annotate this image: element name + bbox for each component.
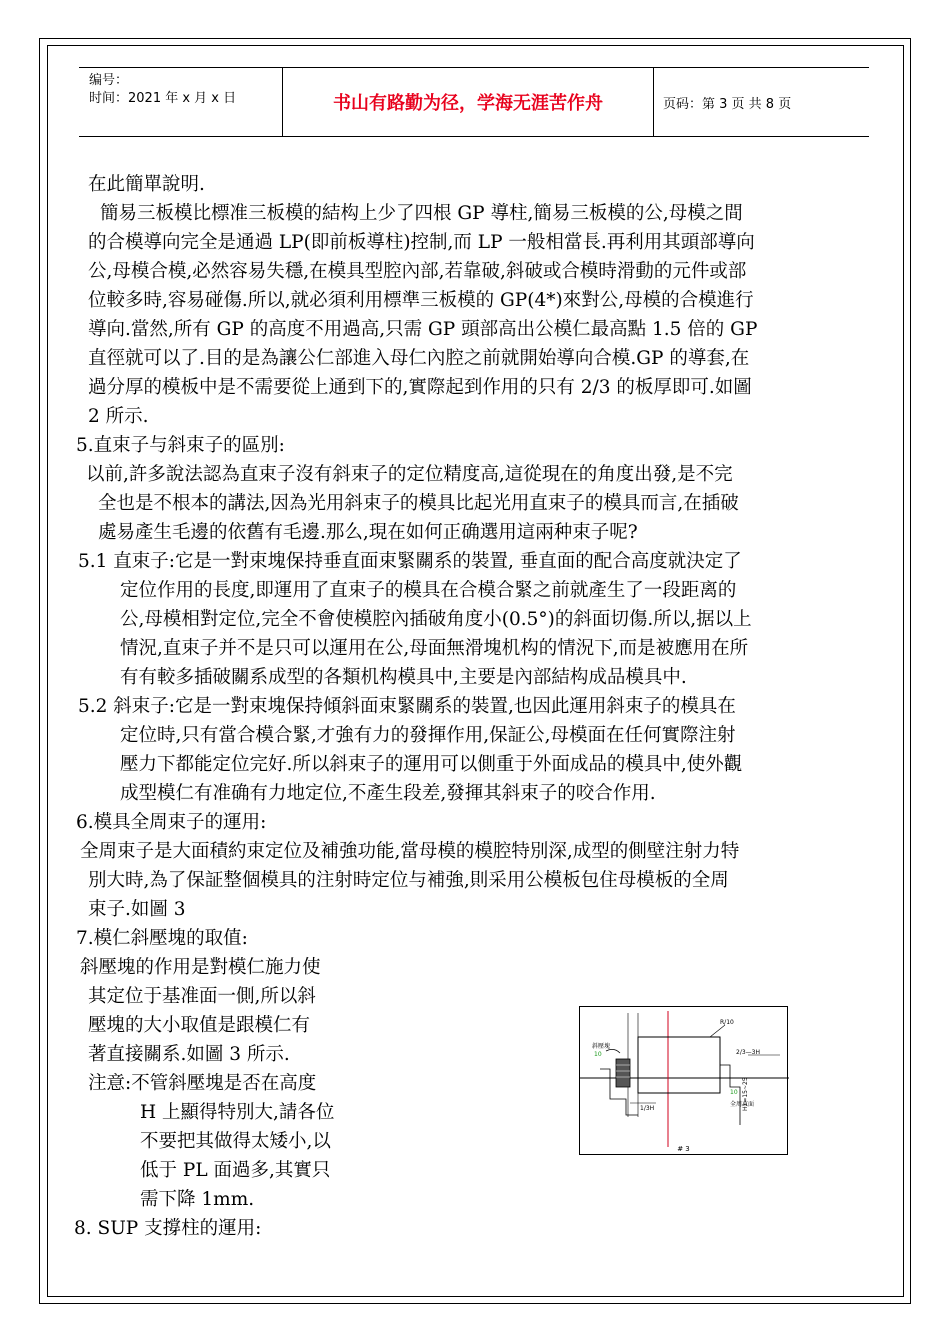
- label-side-face: 全周束面: [730, 1101, 755, 1108]
- header-meta-cell: [79, 68, 283, 136]
- label-10-left: 10: [594, 1051, 602, 1058]
- body-line: 直徑就可以了.目的是為讓公仁部進入母仁內腔之前就開始導向合模.GP 的導套,在: [88, 348, 750, 369]
- body-line: 簡易三板模比標准三板模的結构上少了四根 GP 導柱,簡易三板模的公,母模之間: [100, 203, 743, 224]
- body-line: 公,母模合模,必然容易失穩,在模具型腔內部,若靠破,斜破或合模時滑動的元件或部: [88, 261, 747, 282]
- body-line: 以前,許多說法認為直束子沒有斜束子的定位精度高,這從現在的角度出發,是不完: [86, 464, 733, 485]
- section-heading: 7.模仁斜壓塊的取值:: [76, 928, 248, 949]
- label-top: R/10: [720, 1019, 734, 1026]
- body-line: 別大時,為了保証整個模具的注射時定位与補強,則采用公模板包住母模板的全周: [88, 870, 729, 891]
- body-line: 著直接關系.如圖 3 所示.: [88, 1044, 290, 1065]
- label-height: H1=15~25: [742, 1077, 749, 1111]
- body-line: 處易產生毛邊的依舊有毛邊.那么,現在如何正确選用這兩种束子呢?: [98, 522, 638, 543]
- body-line: 壓塊的大小取值是跟模仁有: [88, 1015, 311, 1036]
- body-line: 公,母模相對定位,完全不會使模腔內插破角度小(0.5°)的斜面切傷.所以,据以上: [120, 609, 752, 630]
- body-line: 有有較多插破關系成型的各類机构模具中,主要是內部結构成品模具中.: [120, 667, 687, 688]
- body-line: 5.1 直束子:它是一對束塊保持垂直面束緊關系的裝置, 垂直面的配合高度就決定了: [78, 551, 742, 572]
- body-line: 的合模導向完全是通過 LP(即前板導柱)控制,而 LP 一般相當長.再利用其頭部導向: [88, 232, 755, 253]
- body-line: 全也是不根本的講法,因為光用斜束子的模具比起光用直束子的模具而言,在插破: [98, 493, 739, 514]
- section-heading: 6.模具全周束子的運用:: [76, 812, 267, 833]
- document-header: [79, 67, 869, 137]
- body-line: 定位作用的長度,即運用了直束子的模具在合模合緊之前就產生了一段距离的: [120, 580, 737, 601]
- page-info-cell: [653, 68, 869, 136]
- body-line: 導向.當然,所有 GP 的高度不用過高,只需 GP 頭部高出公模仁最高點 1.5 倍的 GP: [88, 319, 758, 340]
- label-two-thirds: 2/3—3H: [736, 1049, 760, 1056]
- number-label: 编号：: [89, 73, 129, 88]
- section-heading: 8. SUP 支撐柱的運用:: [74, 1218, 262, 1239]
- body-line: 不要把其做得太矮小,以: [140, 1131, 331, 1152]
- body-line: 斜壓塊的作用是對模仁施力使: [80, 957, 321, 978]
- body-line: 束子.如圖 3: [88, 899, 186, 920]
- mold-drawing: [580, 1007, 789, 1156]
- body-line: 成型模仁有准确有力地定位,不產生段差,發揮其斜束子的咬合作用.: [120, 783, 656, 804]
- body-line: 低于 PL 面過多,其實只: [140, 1160, 331, 1181]
- motto-text: 书山有路勤为径，学海无涯苦作舟: [333, 93, 603, 114]
- body-line: 注意:不管斜壓塊是否在高度: [88, 1073, 317, 1094]
- label-block: 斜壓塊: [592, 1043, 611, 1050]
- time-label: 时间：2021 年 x 月 x 日: [89, 91, 237, 106]
- body-line: 情況,直束子并不是只可以運用在公,母面無滑塊机构的情況下,而是被應用在所: [120, 638, 749, 659]
- body-line: 2 所示.: [88, 406, 149, 427]
- body-line: 需下降 1mm.: [140, 1189, 255, 1210]
- body-line: 壓力下都能定位完好.所以斜束子的運用可以側重于外面成品的模具中,使外觀: [120, 754, 743, 775]
- body-line: 定位時,只有當合模合緊,才強有力的發揮作用,保証公,母模面在任何實際注射: [120, 725, 736, 746]
- body-line: H 上顯得特別大,請各位: [140, 1102, 335, 1123]
- label-one-third: 1/3H: [640, 1105, 655, 1112]
- figure-3-diagram: [579, 1006, 788, 1155]
- label-10-right: 10: [730, 1089, 738, 1096]
- body-line: 位較多時,容易碰傷.所以,就必須利用標準三板模的 GP(4*)來對公,母模的合模進行: [88, 290, 754, 311]
- body-line: 全周束子是大面積約束定位及補強功能,當母模的模腔特別深,成型的側壁注射力特: [80, 841, 740, 862]
- section-heading: 5.直束子与斜束子的區別:: [76, 435, 285, 456]
- body-line: 過分厚的模板中是不需要從上通到下的,實際起到作用的只有 2/3 的板厚即可.如圖: [88, 377, 752, 398]
- figure-caption: # 3: [677, 1145, 690, 1153]
- body-line: 5.2 斜束子:它是一對束塊保持傾斜面束緊關系的裝置,也因此運用斜束子的模具在: [78, 696, 736, 717]
- motto-cell: [283, 68, 654, 136]
- page-info-text: 页码：第 3 页 共 8 页: [663, 96, 792, 112]
- body-line: 其定位于基准面一側,所以斜: [88, 986, 316, 1007]
- body-line: 在此簡單說明.: [88, 174, 205, 195]
